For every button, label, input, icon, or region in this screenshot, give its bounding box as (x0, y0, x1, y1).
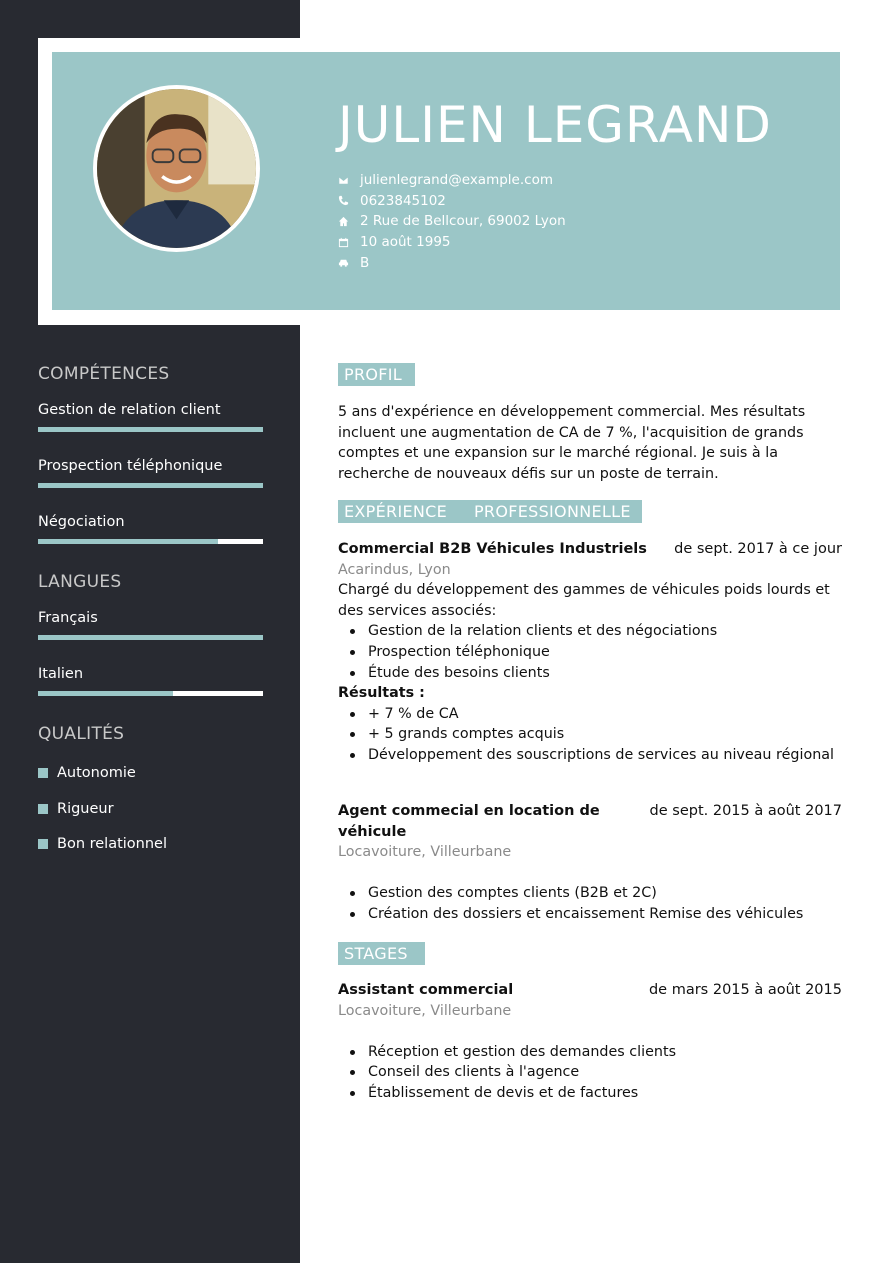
skills-title: COMPÉTENCES (38, 364, 170, 384)
profile-text: 5 ans d'expérience en développement commercial. Mes résultats incluent une augmentation de CA de 7 %, l'acquisition de grands comptes et une expansion sur le marché régional. Je suis à la recherche de nouveaux défis sur un poste de terrain. (338, 404, 806, 482)
candidate-name (338, 96, 772, 154)
list-item: + 5 grands comptes acquis (338, 724, 842, 745)
job-company: Locavoiture, Villeurbane (338, 844, 512, 861)
job-tasks (338, 1042, 842, 1104)
language-item (38, 666, 263, 696)
list-item: Développement des souscriptions de services au niveau régional (338, 745, 842, 766)
birthdate-text: 10 août 1995 (360, 234, 451, 251)
language-item (38, 610, 263, 640)
quality-label: Bon relationnel (57, 836, 168, 852)
home-icon (338, 216, 360, 227)
square-bullet-icon (38, 804, 48, 814)
list-item: Gestion des comptes clients (B2B et 2C) (338, 883, 842, 904)
languages-title: LANGUES (38, 572, 122, 592)
email-text: julienlegrand@example.com (360, 172, 553, 189)
job-title: Agent commecial en location de véhicule (338, 803, 600, 840)
job-company: Locavoiture, Villeurbane (338, 1002, 512, 1019)
list-item: Réception et gestion des demandes clients (338, 1042, 842, 1063)
contact-address (338, 211, 566, 232)
language-label: Français (38, 610, 98, 626)
job-date: de sept. 2017 à ce jour (674, 541, 842, 557)
mail-icon (338, 175, 360, 186)
job-description: Chargé du développement des gammes de véhicules poids lourds et des services associés: (338, 582, 830, 619)
skill-label: Prospection téléphonique (38, 458, 223, 474)
language-bar-fill (38, 691, 173, 696)
profile-heading: PROFIL (338, 363, 415, 386)
list-item: Étude des besoins clients (338, 663, 842, 684)
qualities-section (38, 724, 263, 744)
contact-email (338, 170, 566, 191)
skill-bar (38, 483, 263, 488)
experience-job (338, 539, 842, 766)
job-title: Assistant commercial (338, 982, 514, 998)
internships-section (338, 942, 842, 965)
language-bar-fill (38, 635, 263, 640)
skills-section (38, 364, 263, 384)
skill-bar-fill (38, 427, 263, 432)
quality-item (38, 834, 263, 854)
internships-heading: STAGES (338, 942, 425, 965)
list-item: Établissement de devis et de factures (338, 1083, 842, 1104)
job-date: de mars 2015 à août 2015 (648, 982, 842, 998)
list-item: Conseil des clients à l'agence (338, 1062, 842, 1083)
job-tasks (338, 621, 842, 683)
internship-job (338, 980, 842, 1104)
quality-label: Autonomie (57, 765, 136, 781)
languages-section (38, 572, 263, 592)
skill-bar-fill (38, 483, 263, 488)
skill-bar-fill (38, 539, 218, 544)
job-date: de sept. 2015 à août 2017 (649, 803, 842, 819)
square-bullet-icon (38, 768, 48, 778)
skill-label: Négociation (38, 514, 125, 530)
list-item: Prospection téléphonique (338, 642, 842, 663)
square-bullet-icon (38, 839, 48, 849)
profile-photo (93, 85, 260, 252)
skill-bar (38, 427, 263, 432)
language-bar (38, 691, 263, 696)
job-title: Commercial B2B Véhicules Industriels (338, 541, 647, 557)
job-results (338, 704, 842, 766)
skill-label: Gestion de relation client (38, 402, 221, 418)
calendar-icon (338, 237, 360, 248)
license-text: B (360, 254, 370, 271)
car-icon (338, 257, 360, 268)
phone-text: 0623845102 (360, 192, 446, 209)
first-name: JULIEN (338, 96, 507, 154)
contact-license (338, 252, 566, 273)
job-company: Acarindus, Lyon (338, 561, 451, 578)
results-label: Résultats : (338, 685, 425, 702)
skill-bar (38, 539, 263, 544)
list-item: Création des dossiers et encaissement Remise des véhicules (338, 904, 842, 925)
language-bar (38, 635, 263, 640)
job-tasks (338, 883, 842, 924)
skill-item (38, 514, 263, 544)
qualities-title: QUALITÉS (38, 724, 125, 744)
experience-section (338, 500, 842, 523)
contact-list (338, 170, 566, 273)
skill-item (38, 458, 263, 488)
list-item: Gestion de la relation clients et des négociations (338, 621, 842, 642)
profile-text-block (338, 402, 842, 484)
contact-phone (338, 191, 566, 212)
experience-heading: EXPÉRIENCE PROFESSIONNELLE (338, 500, 642, 523)
phone-icon (338, 195, 360, 206)
experience-job (338, 801, 842, 925)
quality-label: Rigueur (57, 801, 114, 817)
quality-item (38, 763, 263, 783)
address-text: 2 Rue de Bellcour, 69002 Lyon (360, 213, 566, 230)
contact-birthdate (338, 232, 566, 253)
quality-item (38, 799, 263, 819)
language-label: Italien (38, 666, 84, 682)
last-name: LEGRAND (523, 96, 772, 154)
profile-section (338, 363, 842, 386)
list-item: + 7 % de CA (338, 704, 842, 725)
skill-item (38, 402, 263, 432)
